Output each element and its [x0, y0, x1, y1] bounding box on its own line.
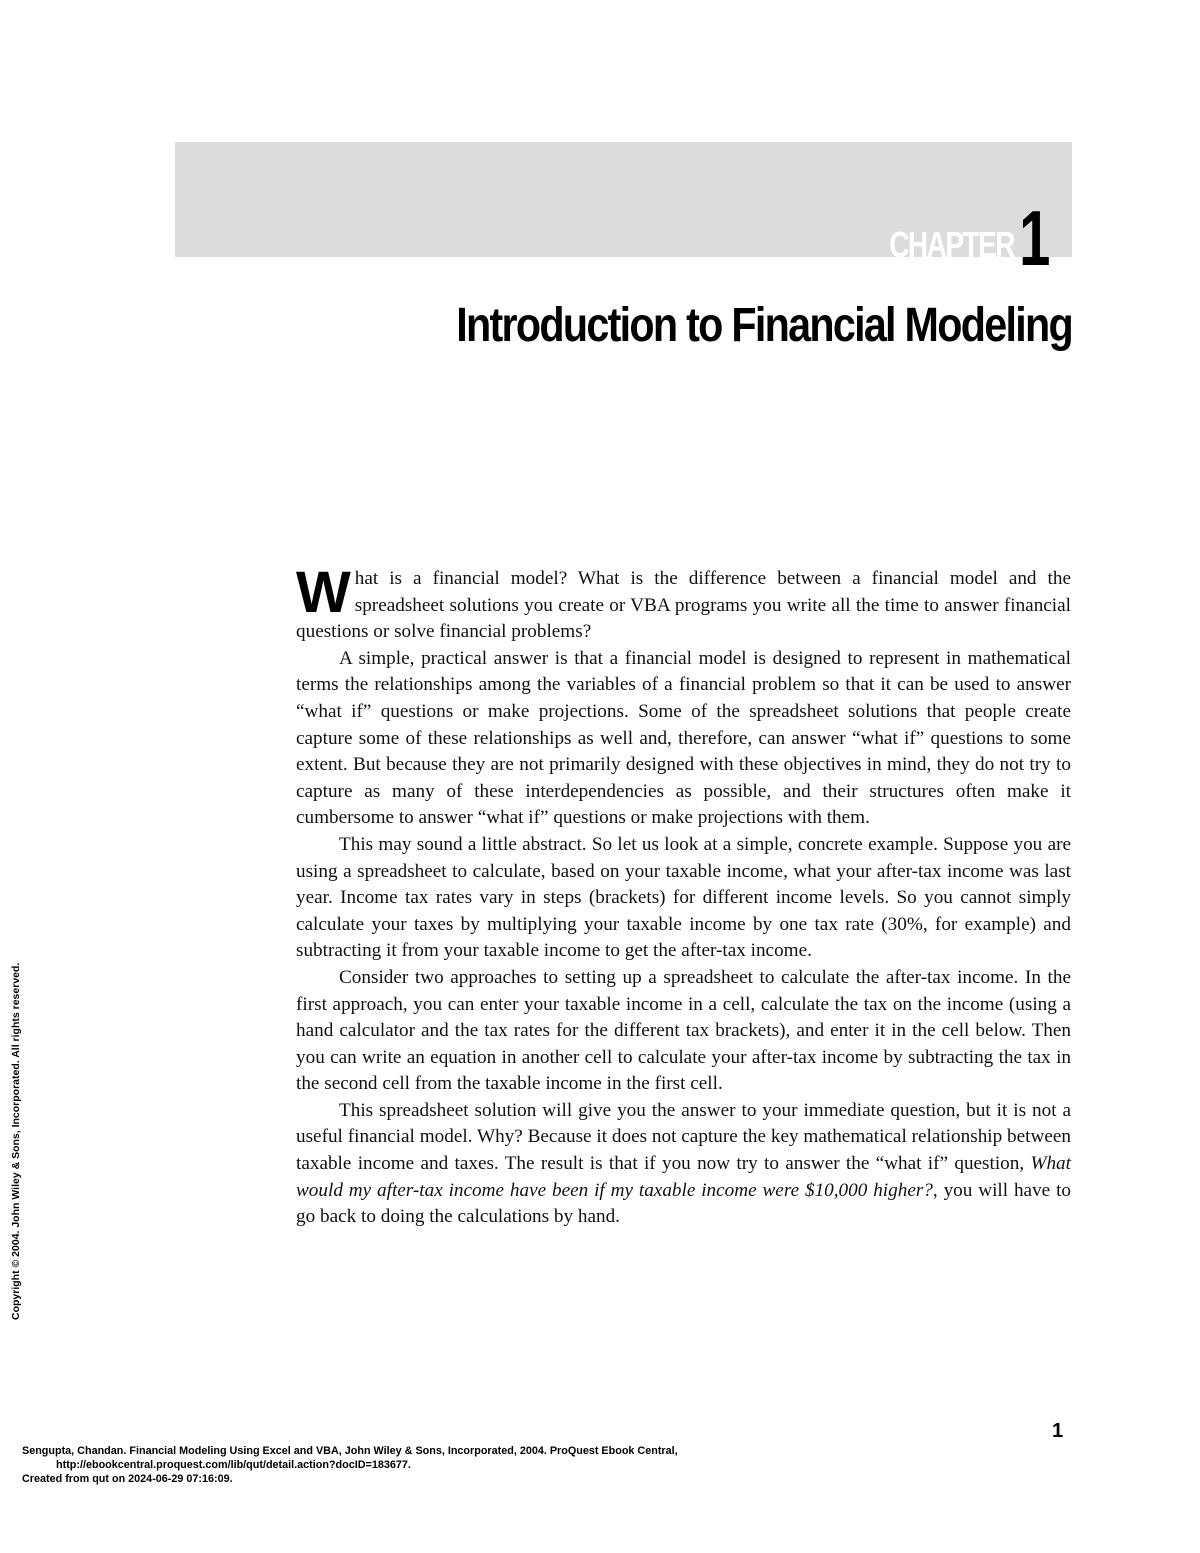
page-number: 1 — [1052, 1420, 1064, 1442]
paragraph-5-text-after: , you will have to go back to doing the calculations by hand. — [296, 1179, 1071, 1228]
paragraph-1 — [296, 560, 1071, 646]
citation-link[interactable]: http://ebookcentral.proquest.com/lib/qut/detail.action?docID=183677. — [56, 1459, 411, 1471]
paragraph-5-italic-question: What would my after-tax income have been if my taxable income were $10,000 higher? — [296, 1153, 1071, 1201]
body-text — [296, 560, 1071, 1231]
paragraph-5 — [296, 1098, 1071, 1231]
citation-line-1: Sengupta, Chandan. Financial Modeling Using Excel and VBA, John Wiley & Sons, Incorporated, 2004. ProQuest Ebook Central, — [22, 1445, 678, 1457]
chapter-header-band — [175, 142, 1072, 282]
paragraph-3: This may sound a little abstract. So let us look at a simple, concrete example. Suppose you are using a spreadsheet to calculate, based on your taxable income, what your after-tax income was last year. Income tax rates vary in steps (brackets) for different income levels. So you cannot simply calculate your taxes by multiplying your taxable income by one tax rate (30%, for example) and subtracting it from your taxable income to get the after-tax income. — [296, 833, 1071, 962]
citation-footer — [22, 1444, 678, 1486]
drop-cap: W — [296, 560, 351, 625]
paragraph-4: Consider two approaches to setting up a spreadsheet to calculate the after-tax income. In the first approach, you can enter your taxable income in a cell, calculate the tax on the income (using a hand calculator and the tax rates for the different tax brackets), and enter it in the cell below. Then you can write an equation in another cell to calculate your after-tax income by subtracting the tax in the second cell from the taxable income in the first cell. — [296, 966, 1071, 1095]
chapter-number: 1 — [1018, 194, 1050, 282]
chapter-title: Introduction to Financial Modeling — [456, 299, 1072, 352]
paragraph-1-text: hat is a financial model? What is the difference between a financial model and the spreadsheet solutions you create or VBA programs you write all the time to answer financial questions or solve financial problems? — [296, 568, 1071, 643]
chapter-label: CHAPTER — [889, 224, 1014, 265]
paragraph-2: A simple, practical answer is that a financial model is designed to represent in mathematical terms the relationships among the variables of a financial problem so that it can be used to answer “what if” questions or make projections. Some of the spreadsheet solutions that people create capture some of these relationships as well and, therefore, can answer “what if” questions to some extent. But because they are not primarily designed with these objectives in mind, they do not try to capture as many of these interdependencies as possible, and their structures often make it cumbersome to answer “what if” questions or make projections with them. — [296, 647, 1071, 829]
paragraph-5-text-before: This spreadsheet solution will give you the answer to your immediate question, but it is not a useful financial model. Why? Because it does not capture the key mathematical relationship between taxable income and taxes. The result is that if you now try to answer the “what if” question, — [296, 1099, 1071, 1175]
citation-line-3: Created from qut on 2024-06-29 07:16:09. — [22, 1473, 233, 1485]
side-copyright-notice: Copyright © 2004. John Wiley & Sons, Incorporated. All rights reserved. — [10, 962, 22, 1320]
